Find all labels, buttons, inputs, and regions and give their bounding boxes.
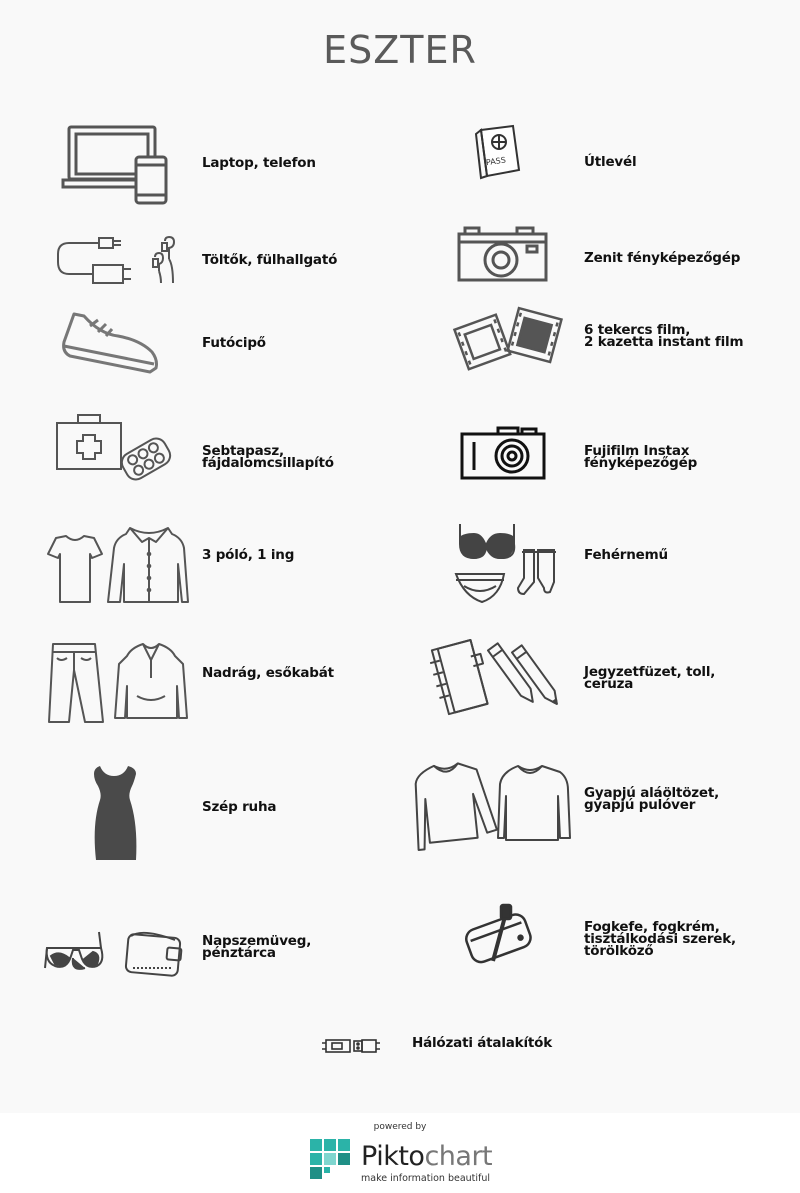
dress-icon xyxy=(90,764,140,862)
sweater-icon xyxy=(414,760,572,850)
piktochart-brand[interactable] xyxy=(361,1141,492,1172)
item-label: Útlevél xyxy=(584,154,637,170)
svg-text:PASS: PASS xyxy=(485,155,507,168)
underwear-icon xyxy=(452,522,564,608)
item-label: Fujifilm Instax fényképezőgép xyxy=(584,443,698,471)
item-label: Hálózati átalakítók xyxy=(412,1035,552,1051)
footer xyxy=(0,1113,800,1193)
first-aid-icon xyxy=(56,413,174,481)
item-label: Szép ruha xyxy=(202,799,277,815)
instant-camera-icon xyxy=(460,426,546,482)
piktochart-logo-icon[interactable] xyxy=(310,1139,354,1188)
item-label: Fogkefe, fogkrém, tisztálkodási szerek, törölköző xyxy=(584,919,736,959)
passport-icon xyxy=(473,124,523,180)
adapter-icon xyxy=(320,1038,382,1054)
item-label: Jegyzetfüzet, toll, ceruza xyxy=(584,664,716,692)
item-label: 6 tekercs film, 2 kazetta instant film xyxy=(584,322,744,350)
laptop-phone-icon xyxy=(62,125,168,205)
item-label: Futócipő xyxy=(202,335,266,351)
brand-part-b: chart xyxy=(424,1141,493,1172)
powered-by-text: powered by xyxy=(373,1122,427,1132)
item-label: Zenit fényképezőgép xyxy=(584,250,741,266)
brand-tagline: make information beautiful xyxy=(361,1173,491,1184)
charger-earphones-icon xyxy=(55,235,190,287)
film-icon xyxy=(456,307,562,371)
pants-jacket-icon xyxy=(47,642,189,724)
item-label: Fehérnemű xyxy=(584,547,668,563)
item-label: 3 póló, 1 ing xyxy=(202,547,295,563)
item-label: Napszemüveg, pénztárca xyxy=(202,933,312,961)
notebook-pens-icon xyxy=(430,636,564,716)
camera-icon xyxy=(457,226,549,282)
item-label: Töltők, fülhallgató xyxy=(202,252,338,268)
item-label: Sebtapasz, fájdalomcsillapító xyxy=(202,443,334,471)
sneaker-icon xyxy=(60,312,160,376)
item-label: Nadrág, esőkabát xyxy=(202,665,334,681)
page-title: ESZTER xyxy=(323,28,477,72)
glasses-wallet-icon xyxy=(43,928,185,980)
item-label: Laptop, telefon xyxy=(202,155,316,171)
brand-part-a: Pikto xyxy=(361,1141,425,1172)
item-label: Gyapjú aláöltözet, gyapjú pulóver xyxy=(584,785,720,813)
toiletry-bag-icon xyxy=(463,903,537,965)
tshirt-shirt-icon xyxy=(46,524,190,604)
